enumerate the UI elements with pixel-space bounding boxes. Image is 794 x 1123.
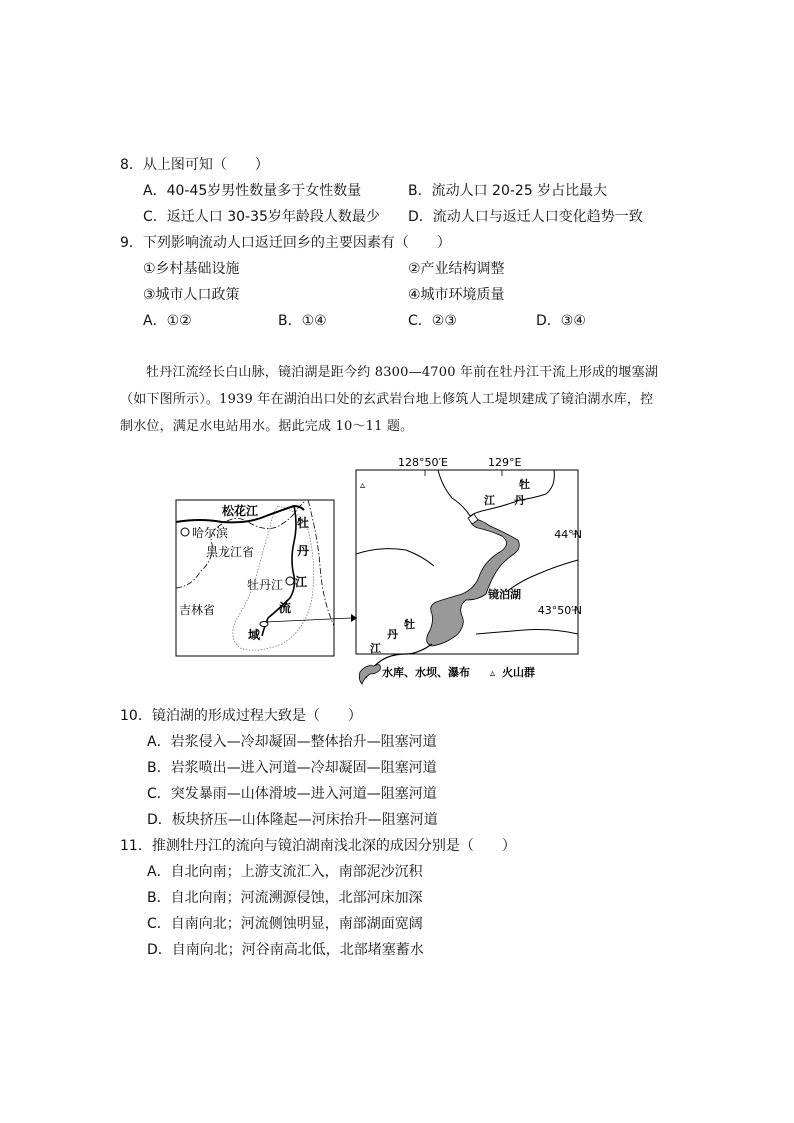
jingpo-lake-map-figure (170, 448, 590, 688)
passage-line-2: （如下图所示）。1939 年在湖泊出口处的玄武岩台地上修筑人工堤坝建成了镜泊湖水库，控 (120, 392, 654, 407)
q11-option-d: D．自南向北；河谷南高北低，北部堵塞蓄水 (147, 942, 424, 958)
harbin-city-marker (181, 528, 189, 536)
legend-reservoir-symbol (359, 665, 380, 684)
river-char-mu: 牡 (297, 516, 310, 530)
upper-river-char-dan: 丹 (514, 494, 525, 507)
lon-label-129: 129°E (488, 456, 522, 469)
pointer-line (266, 618, 351, 622)
basin-char-yu: 域 (248, 628, 261, 642)
map-legend (359, 665, 535, 684)
upper-river-char-mu: 牡 (519, 478, 530, 491)
lat-label-43-50: 43°50′N (537, 604, 582, 617)
q8-option-a: A．40-45岁男性数量多于女性数量 (143, 183, 362, 199)
mudanjiang-city-label: 牡丹江 (247, 578, 284, 592)
lower-river-char-mu: 牡 (404, 618, 415, 631)
jilin-label: 吉林省 (179, 603, 216, 617)
large-detail-map (356, 456, 582, 678)
q9-statement-1: ①乡村基础设施 (143, 261, 240, 277)
passage-line-1: 牡丹江流经长白山脉，镜泊湖是距今约 8300—4700 年前在牡丹江干流上形成的堰塞湖 (146, 365, 659, 380)
volcano-symbol: ▵ (360, 480, 366, 491)
legend-volcano-symbol: ▵ (490, 668, 496, 679)
q9-statement-3: ③城市人口政策 (143, 287, 240, 303)
tributary-southeast (476, 630, 578, 635)
q11-stem: 11．推测牡丹江的流向与镜泊湖南浅北深的成因分别是（ ） (120, 838, 516, 854)
upper-river-char-jiang: 江 (484, 494, 495, 507)
heilongjiang-label: 黑龙江省 (206, 545, 255, 559)
q11-option-a: A．自北向南；上游支流汇入，南部泥沙沉积 (147, 864, 423, 880)
tributary-west (356, 549, 434, 566)
q11-option-c: C．自南向北；河流侧蚀明显，南部湖面宽阔 (147, 916, 423, 932)
q10-option-c: C．突发暴雨—山体滑坡—进入河道—阻塞河道 (147, 786, 437, 802)
mudanjiang-city-marker (286, 577, 294, 585)
songhua-label: 松花江 (222, 504, 259, 518)
q10-option-d: D．板块挤压—山体隆起—河床抬升—阻塞河道 (147, 812, 438, 828)
river-char-jiang: 江 (295, 575, 308, 589)
tributary-north (438, 470, 470, 516)
jingpo-lake (427, 518, 520, 646)
q10-option-a: A．岩浆侵入—冷却凝固—整体抬升—阻塞河道 (147, 734, 437, 750)
q9-option-c: C．②③ (408, 313, 457, 329)
q11-option-b: B．自北向南；河流溯源侵蚀，北部河床加深 (147, 890, 423, 906)
lake-label: 镜泊湖 (488, 588, 521, 601)
river-char-dan: 丹 (297, 544, 310, 558)
tributary-northeast (470, 470, 554, 516)
q9-stem: 9．下列影响流动人口返迁回乡的主要因素有（ ） (120, 235, 451, 251)
lat-label-44: 44°N (554, 528, 582, 541)
large-map-frame (356, 470, 578, 654)
q8-option-c: C．返迁人口 30-35岁年龄段人数最少 (143, 209, 380, 225)
harbin-label: 哈尔滨 (192, 526, 229, 540)
legend-volcano-label: 火山群 (502, 666, 535, 679)
q9-statement-4: ④城市环境质量 (408, 287, 505, 303)
q9-option-d: D．③④ (536, 313, 586, 329)
passage-line-3: 制水位，满足水电站用水。据此完成 10～11 题。 (120, 419, 414, 434)
reading-passage (120, 359, 680, 440)
small-location-map (176, 500, 334, 656)
q9-statement-2: ②产业结构调整 (408, 261, 505, 277)
basin-char-liu: 流 (279, 601, 292, 615)
lon-label-128-50: 128°50′E (398, 456, 448, 469)
q10-stem: 10．镜泊湖的形成过程大致是（ ） (120, 708, 362, 724)
lower-river-char-jiang: 江 (370, 642, 381, 655)
q9-option-a: A．①② (143, 313, 192, 329)
q8-option-b: B．流动人口 20-25 岁占比最大 (408, 183, 608, 199)
lower-river-char-dan: 丹 (387, 628, 398, 641)
legend-reservoir-label: 水库、水坝、瀑布 (382, 666, 470, 679)
q8-option-d: D．流动人口与返迁人口变化趋势一致 (408, 209, 643, 225)
q9-option-b: B．①④ (278, 313, 327, 329)
east-border (308, 500, 334, 626)
q10-option-b: B．岩浆喷出—进入河道—冷却凝固—阻塞河道 (147, 760, 437, 776)
q8-stem: 8．从上图可知（ ） (120, 157, 269, 173)
